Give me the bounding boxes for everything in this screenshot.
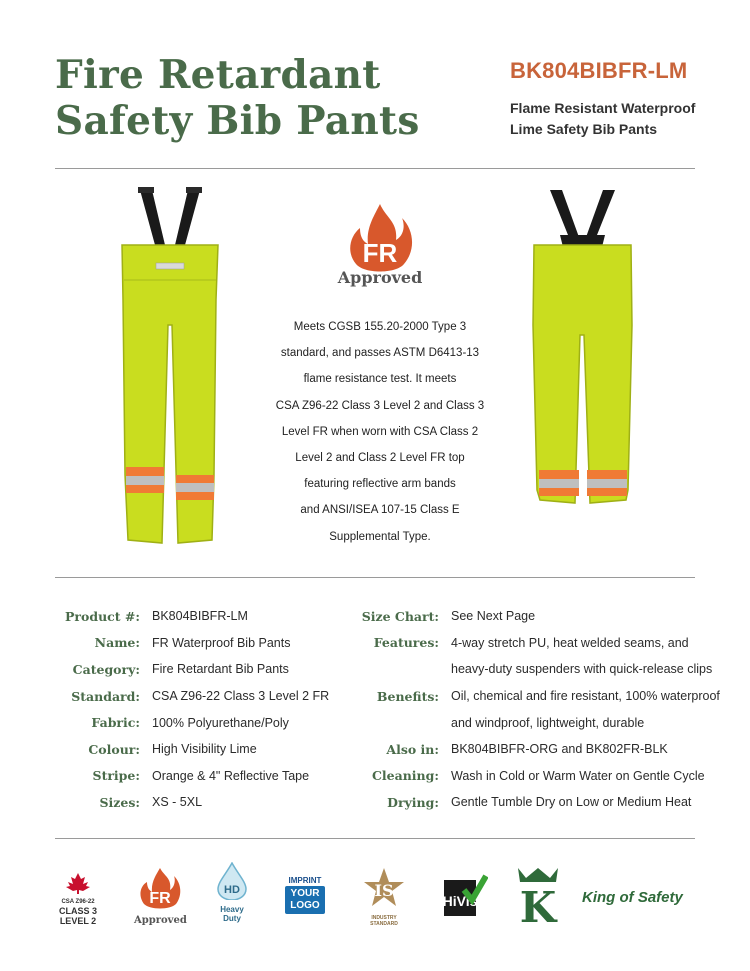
spec-value: 100% Polyurethane/Poly: [152, 715, 289, 730]
page-title: [55, 52, 475, 144]
spec-label: Benefits:: [376, 688, 439, 704]
spec-label: Sizes:: [99, 794, 140, 810]
king-of-safety-text: King of Safety: [582, 889, 683, 906]
spec-label: Features:: [373, 635, 439, 651]
description-line: Level FR when worn with CSA Class 2: [281, 425, 479, 438]
spec-row: [0, 736, 329, 763]
heavy-duty-logo: [212, 862, 252, 923]
imprint-logo-text: LOGO: [290, 900, 320, 911]
spec-value: and windproof, lightweight, durable: [451, 715, 645, 730]
csa-class-text: CLASS 3: [58, 906, 97, 916]
industry-standard-logo: [362, 866, 406, 927]
description-line: Meets CGSB 155.20-2000 Type 3: [293, 321, 467, 333]
king-k-logo: [516, 866, 560, 924]
spec-value: Wash in Cold or Warm Water on Gentle Cycle: [451, 768, 705, 783]
title-line-1: Fire Retardant: [55, 52, 381, 98]
fr-approved-label: Approved: [337, 268, 423, 287]
spec-row: [345, 736, 720, 763]
spec-label: Name:: [94, 635, 140, 651]
fr-small-letters: FR: [149, 890, 171, 907]
k-letter: K: [519, 883, 557, 924]
subtitle-line-2: Lime Safety Bib Pants: [510, 121, 658, 137]
spec-row: [345, 683, 720, 710]
spec-value: Orange & 4" Reflective Tape: [152, 768, 310, 783]
water-drop-icon: [212, 862, 252, 900]
is-caption-2: STANDARD: [370, 921, 398, 927]
divider-bottom: [55, 838, 695, 839]
spec-row: [0, 603, 329, 630]
spec-row: [345, 630, 720, 657]
hd-letters: HD: [224, 884, 240, 896]
heavy-duty-line1: Heavy: [220, 905, 244, 914]
title-line-2: Safety Bib Pants: [55, 98, 420, 144]
description-line: and ANSI/ISEA 107-15 Class E: [300, 504, 460, 517]
spec-value: Gentle Tumble Dry on Low or Medium Heat: [451, 795, 692, 810]
hivis-logo: [442, 872, 488, 920]
divider-middle: [55, 577, 695, 578]
spec-value: Oil, chemical and fire resistant, 100% waterproof: [451, 689, 720, 704]
bib-pants-back-image: [520, 185, 645, 555]
bib-pants-front-image: [110, 185, 230, 550]
product-description: [274, 314, 486, 550]
fr-flame-small-icon: [134, 866, 186, 910]
spec-row: [345, 709, 720, 736]
imprint-your-text: YOUR: [290, 888, 320, 899]
description-line: Level 2 and Class 2 Level FR top: [295, 452, 465, 465]
spec-row: [0, 709, 329, 736]
crown-k-icon: [516, 866, 560, 924]
spec-label: Category:: [72, 661, 140, 677]
spec-value: CSA Z96-22 Class 3 Level 2 FR: [152, 689, 330, 704]
spec-value: 4-way stretch PU, heat welded seams, and: [451, 635, 689, 650]
spec-value: XS - 5XL: [152, 795, 203, 810]
spec-row: [0, 789, 329, 816]
hivis-check-icon: [442, 872, 488, 920]
imprint-box: [285, 886, 325, 914]
spec-label: Stripe:: [92, 768, 140, 784]
spec-value: BK804BIBFR-ORG and BK802FR-BLK: [451, 742, 668, 757]
divider-top: [55, 168, 695, 169]
specs-right: [345, 603, 720, 816]
spec-label: Cleaning:: [371, 768, 439, 784]
description-line: CSA Z96-22 Class 3 Level 2 and Class 3: [275, 399, 485, 412]
subtitle-line-1: Flame Resistant Waterproof: [510, 100, 696, 116]
spec-label: Standard:: [71, 688, 140, 704]
spec-value: FR Waterproof Bib Pants: [152, 635, 291, 650]
spec-label: Drying:: [387, 794, 439, 810]
spec-row: [345, 789, 720, 816]
csa-class3-logo: [52, 872, 104, 926]
spec-label: Also in:: [386, 741, 439, 757]
spec-value: High Visibility Lime: [152, 742, 257, 757]
specs-left: [0, 603, 329, 816]
fr-approved-logo: [134, 866, 186, 926]
is-caption-1: INDUSTRY: [371, 915, 397, 921]
product-sku: BK804BIBFR-LM: [510, 58, 688, 83]
imprint-your-logo-logo: [285, 876, 325, 914]
spec-label: Product #:: [65, 608, 140, 624]
spec-value: BK804BIBFR-LM: [152, 609, 248, 624]
imprint-top-text: IMPRINT: [288, 876, 322, 885]
spec-label: Size Chart:: [361, 608, 439, 624]
csa-level-text: LEVEL 2: [59, 916, 97, 926]
spec-row: [0, 656, 329, 683]
product-subtitle: [510, 98, 730, 140]
spec-label: Fabric:: [91, 715, 140, 731]
spec-row: [345, 763, 720, 790]
spec-row: [345, 603, 720, 630]
heavy-duty-line2: Duty: [223, 914, 241, 923]
description-line: flame resistance test. It meets: [303, 373, 457, 386]
fr-flame-letters: FR: [362, 238, 398, 268]
is-letters: IS: [374, 881, 394, 900]
spec-row: [0, 683, 329, 710]
hivis-letters: HiVis: [442, 893, 478, 909]
maple-leaf-icon: [52, 872, 104, 894]
description-line: Supplemental Type.: [329, 530, 431, 543]
spec-value: Fire Retardant Bib Pants: [152, 662, 289, 677]
spec-row: [0, 630, 329, 657]
king-of-safety-logo: [582, 889, 697, 906]
spec-row: [0, 763, 329, 790]
spec-row: [345, 656, 720, 683]
spec-label: Colour:: [88, 741, 140, 757]
spec-value: See Next Page: [451, 609, 536, 624]
csa-standard-text: CSA Z96-22: [61, 899, 95, 905]
star-icon: [362, 866, 406, 910]
description-line: standard, and passes ASTM D6413-13: [280, 347, 480, 360]
description-line: featuring reflective arm bands: [304, 478, 456, 491]
fr-small-approved: Approved: [134, 915, 187, 926]
spec-value: heavy-duty suspenders with quick-release clips: [451, 662, 713, 677]
